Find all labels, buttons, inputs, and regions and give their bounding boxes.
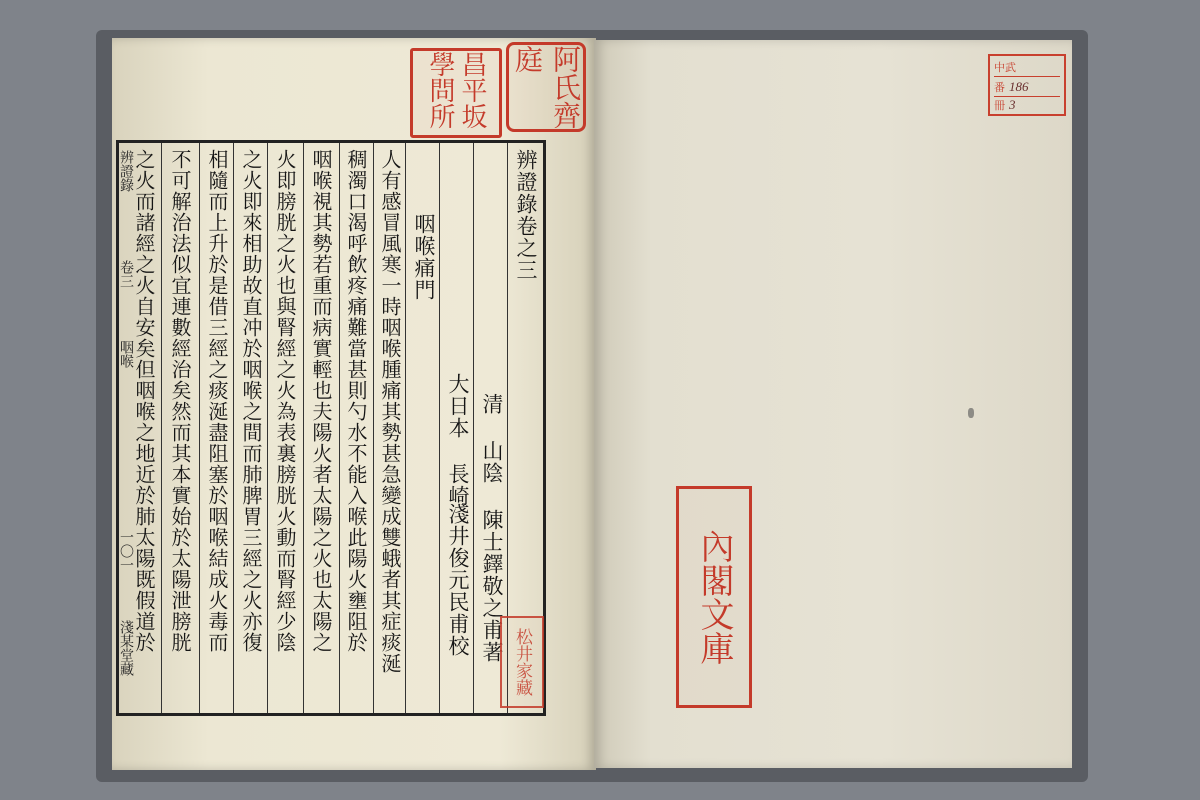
edge-publisher-mark: 淺某堂藏	[118, 620, 134, 676]
right-page	[594, 40, 1072, 768]
section-heading: 咽喉痛門	[412, 213, 436, 301]
column-rule	[339, 143, 340, 713]
catalog-number-label: 番	[994, 81, 1005, 94]
body-column: 之火即來相助故直冲於咽喉之間而肺脾胃三經之火亦復	[239, 149, 263, 653]
column-rule	[199, 143, 200, 713]
column-rule	[267, 143, 268, 713]
column-rule	[303, 143, 304, 713]
column-rule	[405, 143, 406, 713]
column-rule	[161, 143, 162, 713]
body-column: 之火而諸經之火自安矣但咽喉之地近於肺太陽既假道於	[132, 149, 156, 653]
matsui-family-seal: 松井家藏	[500, 616, 544, 708]
catalog-volume-label: 冊	[994, 99, 1005, 112]
edge-page-number: 一〇一	[118, 530, 134, 572]
editor-name: 淺井俊元民甫校	[446, 503, 470, 657]
column-rule	[373, 143, 374, 713]
column-rule	[473, 143, 474, 713]
paper-blemish	[968, 408, 974, 418]
body-column: 相隨而上升於是借三經之痰涎盡阻塞於咽喉結成火毒而	[205, 149, 229, 653]
printed-text-frame	[116, 140, 546, 716]
body-column: 火即膀胱之火也與腎經之火為表裏膀胱火動而腎經少陰	[273, 149, 297, 653]
editor-country: 大日本	[446, 373, 470, 439]
column-rule	[439, 143, 440, 713]
body-column: 人有感冒風寒一時咽喉腫痛其勢甚急變成雙蛾者其症痰涎	[378, 149, 402, 674]
body-column: 稠濁口渴呼飲疼痛難當甚則勺水不能入喉此陽火壅阻於	[344, 149, 368, 653]
catalog-number: 186	[1009, 79, 1029, 94]
catalog-volume: 3	[1009, 97, 1016, 112]
edge-section-fragment: 咽喉	[118, 340, 134, 368]
editor-place: 長崎	[446, 463, 470, 507]
column-rule	[233, 143, 234, 713]
edge-volume-fragment: 卷三	[118, 260, 134, 288]
body-column: 咽喉視其勢若重而病實輕也夫陽火者太陽之火也太陽之	[309, 149, 333, 653]
owner-seal: 阿氏齊庭	[506, 42, 586, 132]
body-column: 不可解治法似宜連數經治矣然而其本實始於太陽泄膀胱	[168, 149, 192, 653]
naikaku-bunko-seal: 內閣文庫	[676, 486, 752, 708]
catalog-stamp	[988, 54, 1066, 116]
catalog-label-top: 中武	[994, 61, 1016, 74]
library-seal: 昌平坂學問所	[410, 48, 502, 138]
author-line: 清 山陰 陳士鐸敬之甫著	[480, 393, 504, 663]
edge-title-fragment: 辨證錄	[118, 150, 134, 192]
book-title: 辨證錄卷之三	[514, 149, 538, 281]
